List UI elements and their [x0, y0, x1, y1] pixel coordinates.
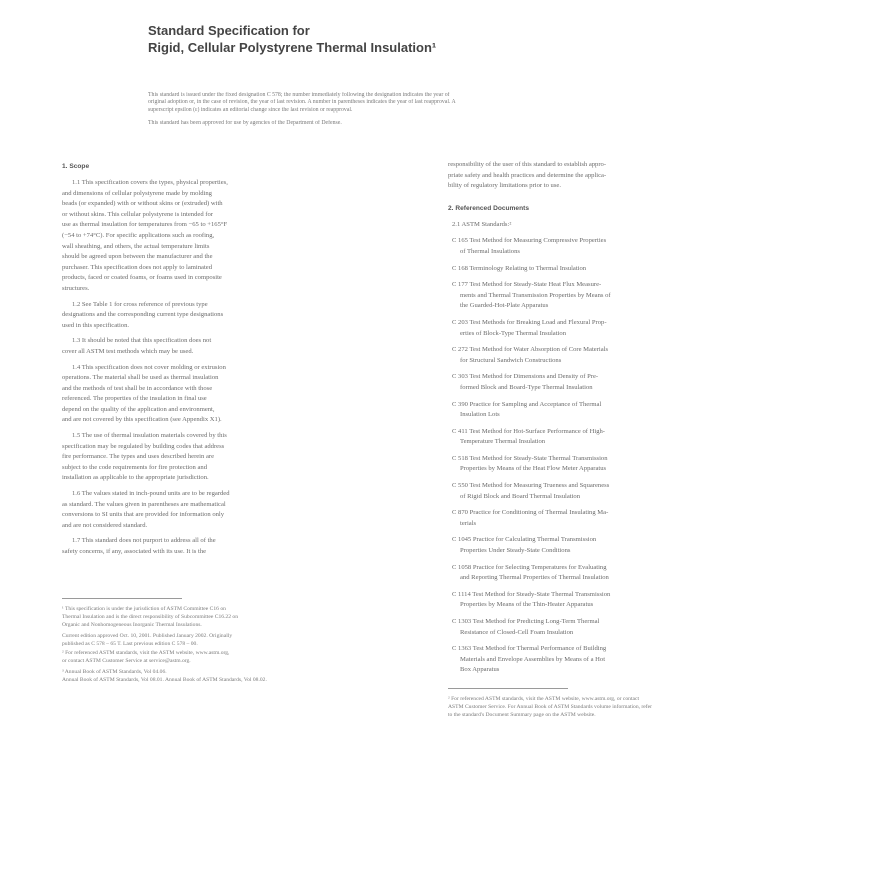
- text-line: 1.2 See Table 1 for cross reference of previous type: [72, 300, 208, 308]
- reference-item: [448, 644, 808, 676]
- title-line-2: Rigid, Cellular Polystyrene Thermal Insulation¹: [148, 40, 437, 55]
- reference-line: of Rigid Block and Board Thermal Insulation: [460, 492, 581, 500]
- reference-line: 2.1 ASTM Standards:²: [452, 220, 512, 228]
- reference-item: [448, 563, 808, 584]
- scope-paragraph: [62, 536, 420, 557]
- reference-item: [448, 400, 808, 421]
- text-line: depend on the quality of the application and environment,: [62, 405, 215, 413]
- footnote-divider: [448, 688, 568, 689]
- reference-line: formed Block and Board-Type Thermal Insulation: [460, 383, 593, 391]
- text-line: 1.5 The use of thermal insulation materials covered by this: [72, 432, 227, 440]
- intro-line: This standard has been approved for use by agencies of the Department of Defense.: [148, 120, 342, 127]
- reference-item: [448, 535, 808, 556]
- right-column: [448, 160, 808, 723]
- reference-line: erties of Block-Type Thermal Insulation: [460, 329, 566, 337]
- reference-line: C 1303 Test Method for Predicting Long-Term Thermal: [452, 618, 600, 625]
- reference-line: Properties by Means of the Heat Flow Meter Apparatus: [460, 465, 607, 473]
- footnote-line: ¹ This specification is under the jurisdiction of ASTM Committee C16 on: [62, 605, 226, 612]
- reference-line: Resistance of Closed-Cell Foam Insulation: [460, 628, 574, 636]
- reference-line: C 303 Test Method for Dimensions and Density of Pre-: [452, 373, 599, 381]
- text-line: purchaser. This specification does not apply to laminated: [62, 263, 213, 271]
- text-line: 1.6 The values stated in inch-pound units are to be regarded: [72, 490, 230, 498]
- section-heading-scope: 1. Scope: [62, 163, 90, 170]
- text-line: and are not covered by this specification (see Appendix X1).: [62, 416, 222, 424]
- scope-paragraphs: [62, 178, 420, 558]
- text-line: safety concerns, if any, associated with its use. It is the: [62, 548, 207, 555]
- footnote-divider: [62, 598, 182, 599]
- reference-line: of Thermal Insulations: [460, 247, 520, 255]
- text-line: subject to the code requirements for fire protection and: [62, 463, 208, 471]
- reference-line: Insulation Lots: [460, 411, 500, 419]
- footnote-line: Annual Book of ASTM Standards, Vol 08.01. Annual Book of ASTM Standards, Vol 08.02.: [62, 677, 267, 684]
- text-line: operations. The material shall be used as thermal insulation: [62, 374, 219, 382]
- scope-paragraph: [62, 336, 420, 357]
- reference-line: and Reporting Thermal Properties of Thermal Insulation: [460, 574, 609, 582]
- reference-item: [448, 318, 808, 339]
- reference-line: C 870 Practice for Conditioning of Thermal Insulating Ma-: [452, 509, 609, 517]
- reference-line: C 550 Test Method for Measuring Trueness and Squareness: [452, 482, 610, 490]
- text-line: or without skins. This cellular polystyrene is intended for: [62, 210, 213, 218]
- document-title: [148, 22, 748, 56]
- text-line: and dimensions of cellular polystyrene made by molding: [62, 189, 212, 197]
- reference-line: the Guarded-Hot-Plate Apparatus: [460, 302, 549, 310]
- scope-continuation: [448, 160, 808, 192]
- reference-item: [448, 481, 808, 502]
- footnote-line: ² For referenced ASTM standards, visit the ASTM website, www.astm.org, or contact: [448, 695, 640, 702]
- reference-item: [448, 345, 808, 366]
- text-line: wall sheathing, and others, the actual temperature limits: [62, 242, 210, 250]
- footnote-line: ASTM Customer Service. For Annual Book of ASTM Standards volume information, refer: [448, 704, 652, 711]
- reference-line: Properties by Means of the Thin-Heater Apparatus: [460, 601, 594, 609]
- title-line-1: Standard Specification for: [148, 23, 310, 38]
- footnote-line: ² For referenced ASTM standards, visit the ASTM website, www.astm.org,: [62, 649, 230, 656]
- text-line: 1.1 This specification covers the types, physical properties,: [72, 179, 228, 186]
- reference-item: [448, 427, 808, 448]
- reference-line: for Structural Sandwich Constructions: [460, 356, 562, 364]
- scope-paragraph: [62, 489, 420, 531]
- footnote: [62, 605, 420, 630]
- text-line: priate safety and health practices and determine the applica-: [448, 171, 607, 179]
- reference-line: C 203 Test Methods for Breaking Load and Flexural Prop-: [452, 318, 607, 326]
- text-line: 1.4 This specification does not cover molding or extrusion: [72, 363, 226, 371]
- reference-line: terials: [460, 519, 477, 527]
- footnote-line: Organic and Nonhomogeneous Inorganic Thermal Insulations.: [62, 622, 202, 628]
- intro-line: original adoption or, in the case of revision, the year of last revision. A number in parentheses indicates the year of last reapproval. A: [148, 99, 456, 106]
- footnote-line: ³ Annual Book of ASTM Standards, Vol 04.06.: [62, 669, 167, 676]
- scope-paragraph: [62, 300, 420, 332]
- footnote-line: to the standard's Document Summary page on the ASTM website.: [448, 712, 596, 719]
- reference-list: [448, 220, 808, 676]
- reference-line: Materials and Envelope Assemblies by Means of a Hot: [460, 655, 606, 663]
- intro-line: This standard is issued under the fixed designation C 578; the number immediately following the designation indicates the year of: [148, 92, 450, 98]
- footnote: [448, 695, 808, 720]
- text-line: use as thermal insulation for temperatures from −65 to +165°F: [62, 221, 228, 229]
- reference-line: C 518 Test Method for Steady-State Thermal Transmission: [452, 454, 608, 462]
- text-line: referenced. The properties of the insulation in final use: [62, 395, 207, 403]
- intro-line: superscript epsilon (ε) indicates an editorial change since the last revision or reapproval.: [148, 106, 353, 113]
- footnote: [62, 668, 420, 684]
- scope-paragraph: [62, 178, 420, 295]
- footnote-line: or contact ASTM Customer Service at service@astm.org.: [62, 657, 191, 664]
- reference-item: [448, 454, 808, 475]
- text-line: and are not considered standard.: [62, 521, 148, 529]
- text-line: should be agreed upon between the manufacturer and the: [62, 253, 213, 261]
- reference-item: [448, 236, 808, 257]
- scope-paragraph: [62, 431, 420, 484]
- reference-item: [448, 220, 808, 231]
- text-line: beads (or expanded) with or without skins or (extruded) with: [62, 200, 223, 208]
- reference-line: Box Apparatus: [460, 666, 500, 674]
- reference-line: C 168 Terminology Relating to Thermal Insulation: [452, 264, 587, 272]
- text-line: (−54 to +74°C). For specific applications such as roofing,: [62, 231, 215, 239]
- left-column: [62, 160, 420, 687]
- reference-item: [448, 508, 808, 529]
- footnote-line: published as C 578 – 65 T. Last previous edition C 578 – 00.: [62, 641, 198, 648]
- text-line: as standard. The values given in parentheses are mathematical: [62, 500, 226, 508]
- reference-line: C 1363 Test Method for Thermal Performance of Building: [452, 645, 607, 653]
- text-line: cover all ASTM test methods which may be used.: [62, 347, 194, 355]
- reference-item: [448, 590, 808, 611]
- designation-note: [148, 92, 723, 128]
- reference-line: C 1114 Test Method for Steady-State Thermal Transmission: [452, 590, 611, 598]
- reference-item: [448, 280, 808, 312]
- reference-line: C 272 Test Method for Water Absorption of Core Materials: [452, 346, 609, 354]
- reference-item: [448, 617, 808, 638]
- reference-line: C 177 Test Method for Steady-State Heat Flux Measure-: [452, 281, 602, 289]
- reference-line: Temperature Thermal Insulation: [460, 438, 546, 446]
- reference-line: C 390 Practice for Sampling and Acceptance of Thermal: [452, 400, 602, 408]
- reference-line: ments and Thermal Transmission Properties by Means of: [460, 291, 611, 299]
- footnote-line: Thermal Insulation and is the direct responsibility of Subcommittee C16.22 on: [62, 613, 239, 620]
- reference-line: Properties Under Steady-State Conditions: [460, 547, 571, 555]
- text-line: 1.3 It should be noted that this specification does not: [72, 337, 212, 345]
- reference-line: C 411 Test Method for Hot-Surface Performance of High-: [452, 427, 605, 435]
- reference-line: C 1045 Practice for Calculating Thermal Transmission: [452, 536, 597, 544]
- text-line: specification may be regulated by building codes that address: [62, 442, 225, 450]
- text-line: fire performance. The types and uses described herein are: [62, 453, 215, 461]
- text-line: bility of regulatory limitations prior to use.: [448, 182, 561, 190]
- scope-paragraph: [62, 363, 420, 427]
- text-line: structures.: [62, 284, 90, 292]
- reference-line: C 165 Test Method for Measuring Compressive Properties: [452, 237, 607, 245]
- reference-item: [448, 264, 808, 275]
- text-line: installation as applicable to the appropriate jurisdiction.: [62, 474, 209, 482]
- text-line: products, faced or coated foams, or foams used in composite: [62, 274, 222, 282]
- section-heading-referenced-documents: 2. Referenced Documents: [448, 204, 529, 212]
- text-line: responsibility of the user of this standard to establish appro-: [448, 161, 607, 168]
- left-footnotes: [62, 605, 420, 685]
- right-footnotes: [448, 695, 808, 720]
- reference-item: [448, 372, 808, 393]
- reference-line: C 1058 Practice for Selecting Temperatures for Evaluating: [452, 563, 607, 571]
- footnote-line: Current edition approved Oct. 10, 2001. Published January 2002. Originally: [62, 633, 233, 640]
- text-line: designations and the corresponding current type designations: [62, 311, 224, 319]
- footnote: [62, 632, 420, 665]
- text-line: and the methods of test shall be in accordance with those: [62, 384, 213, 392]
- text-line: used in this specification.: [62, 321, 130, 329]
- text-line: conversions to SI units that are provided for information only: [62, 511, 225, 519]
- text-line: 1.7 This standard does not purport to address all of the: [72, 537, 216, 545]
